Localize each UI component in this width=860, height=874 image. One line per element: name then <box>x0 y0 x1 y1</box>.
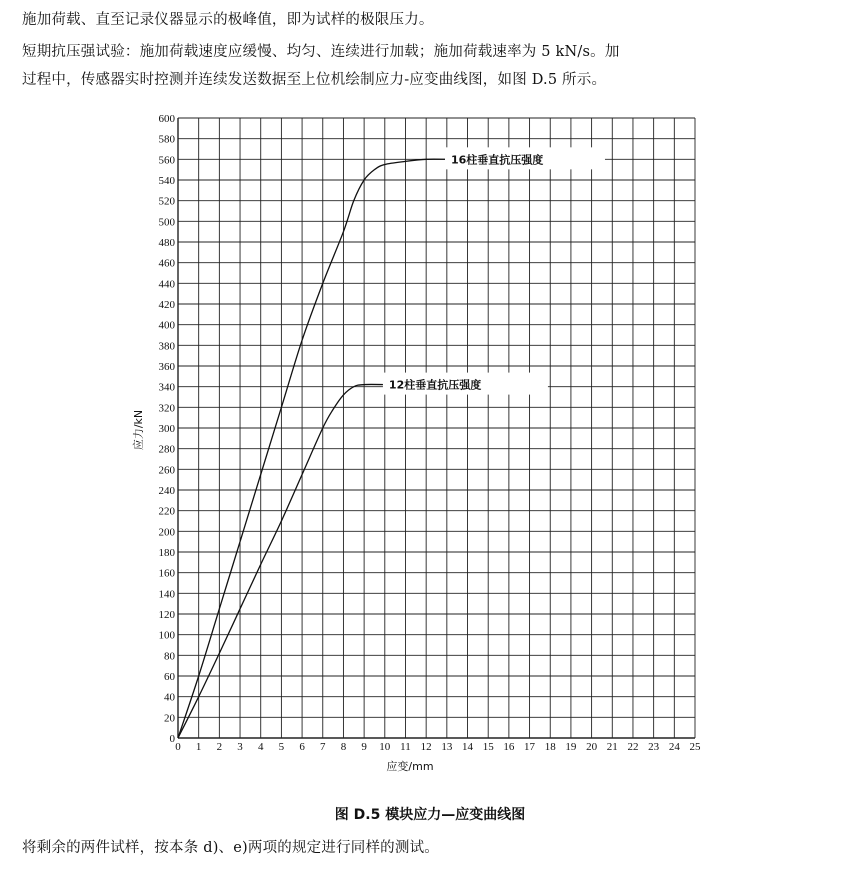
y-tick-label: 480 <box>158 237 175 249</box>
chart-annotations <box>383 147 605 394</box>
y-tick-label: 560 <box>158 154 175 167</box>
x-tick-label: 25 <box>689 741 701 753</box>
y-tick-label: 320 <box>158 402 175 415</box>
y-tick-label: 180 <box>158 547 175 559</box>
y-tick-label: 380 <box>158 340 175 353</box>
x-tick-label: 2 <box>216 741 223 753</box>
y-tick-label: 60 <box>164 671 175 683</box>
y-tick-label: 140 <box>158 588 175 601</box>
x-tick-label: 7 <box>320 741 326 753</box>
y-tick-label: 160 <box>158 567 175 580</box>
paragraph-line-2: 短期抗压强试验：施加荷载速度应缓慢、均匀、连续进行加载；施加荷载速率为 5 kN/s。加 <box>22 44 620 60</box>
x-tick-label: 14 <box>462 741 474 753</box>
x-tick-label: 10 <box>379 741 391 753</box>
y-tick-label: 280 <box>158 443 175 456</box>
x-tick-label: 12 <box>420 741 432 753</box>
y-tick-label: 200 <box>158 526 175 539</box>
x-tick-label: 4 <box>257 741 264 753</box>
y-tick-label: 400 <box>158 319 175 332</box>
y-tick-label: 40 <box>164 691 175 704</box>
y-axis-label: 应力/kN <box>132 409 145 451</box>
x-tick-label: 5 <box>278 741 285 753</box>
y-tick-label: 0 <box>169 733 175 745</box>
series-label-1: 16柱垂直抗压强度 <box>450 153 544 167</box>
y-tick-label: 440 <box>158 278 175 291</box>
x-tick-label: 16 <box>503 741 515 753</box>
y-tick-label: 600 <box>158 113 175 125</box>
y-tick-label: 220 <box>158 505 175 518</box>
y-tick-label: 20 <box>164 712 175 725</box>
y-tick-label: 500 <box>158 216 175 229</box>
series-label-2: 12柱垂直抗压强度 <box>388 378 482 392</box>
x-tick-label: 21 <box>606 741 618 753</box>
x-tick-label: 20 <box>586 741 598 753</box>
x-tick-label: 22 <box>627 741 639 753</box>
x-tick-label: 18 <box>544 741 556 753</box>
y-tick-label: 300 <box>158 423 175 435</box>
x-tick-label: 23 <box>648 741 660 753</box>
y-tick-label: 240 <box>158 485 175 497</box>
x-tick-label: 0 <box>175 741 181 753</box>
paragraph-line-1: 施加荷载、直至记录仪器显示的极峰值，即为试样的极限压力。 <box>22 12 434 28</box>
x-tick-label: 19 <box>565 741 577 753</box>
y-tick-label: 260 <box>158 464 175 477</box>
x-axis-label: 应变/mm <box>386 760 434 773</box>
paragraph-line-3: 过程中，传感器实时控测并连续发送数据至上位机绘制应力-应变曲线图，如图 D.5 所示。 <box>22 72 607 88</box>
paragraph-line-4: 将剩余的两件试样，按本条 d)、e)两项的规定进行同样的测试。 <box>22 840 439 856</box>
y-tick-label: 460 <box>158 257 175 270</box>
y-tick-label: 80 <box>164 650 175 663</box>
y-tick-label: 580 <box>158 133 175 146</box>
y-tick-label: 100 <box>158 629 175 642</box>
y-tick-label: 120 <box>158 609 175 621</box>
x-tick-label: 13 <box>441 741 453 753</box>
x-tick-label: 9 <box>361 741 367 753</box>
x-tick-label: 3 <box>237 741 243 753</box>
y-tick-label: 340 <box>158 381 175 394</box>
x-tick-label: 15 <box>482 741 494 753</box>
x-tick-label: 17 <box>524 741 536 753</box>
x-tick-label: 6 <box>299 741 305 753</box>
figure-caption: 图 D.5 模块应力—应变曲线图 <box>334 807 526 823</box>
y-tick-label: 540 <box>158 175 175 187</box>
y-tick-label: 360 <box>158 361 175 373</box>
chart-grid <box>178 118 695 738</box>
y-tick-label: 520 <box>158 195 175 208</box>
x-tick-label: 11 <box>400 741 411 753</box>
x-tick-label: 8 <box>340 741 347 753</box>
y-tick-label: 420 <box>158 299 175 311</box>
x-tick-label: 1 <box>195 741 202 753</box>
x-tick-label: 24 <box>668 741 680 753</box>
